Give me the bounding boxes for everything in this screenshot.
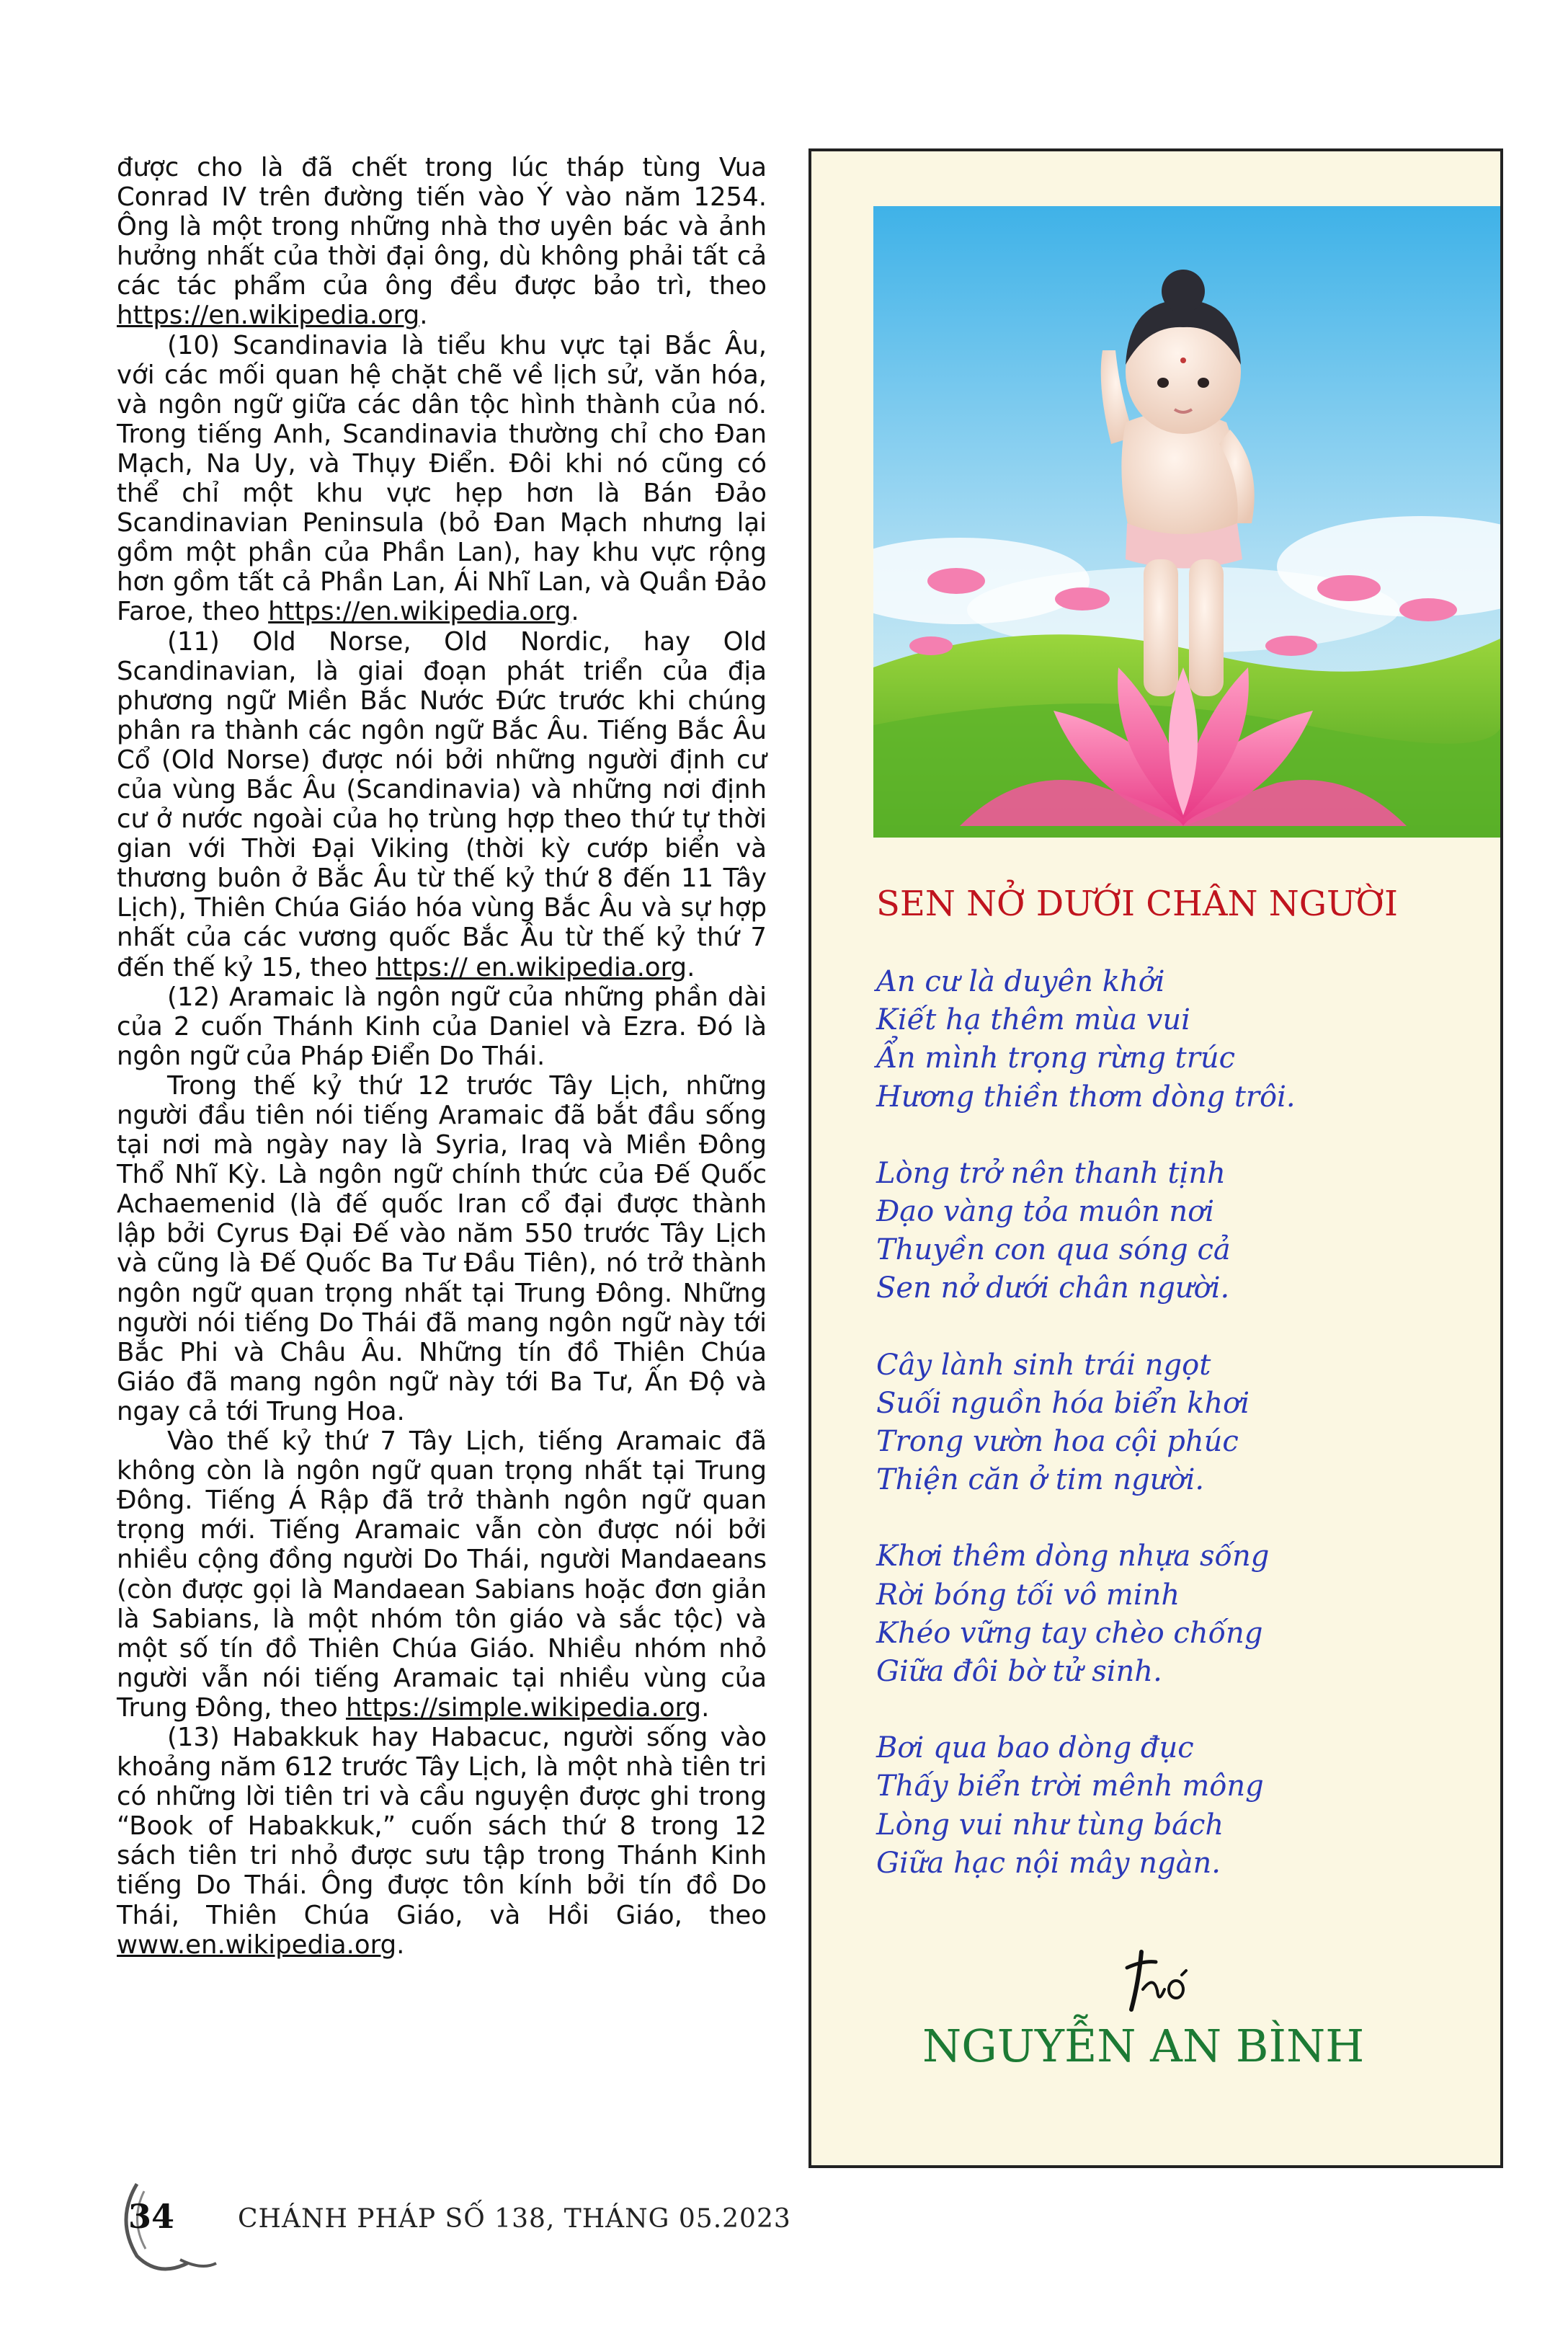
note-12: (12) Aramaic là ngôn ngữ của những phần dài của 2 cuốn Thánh Kinh của Daniel và Ezra. Đó là ngôn ngữ của Pháp Điển Do Thái. (117, 982, 767, 1071)
poem-line: Trong vườn hoa cội phúc (876, 1425, 1239, 1459)
baby-buddha-lotus-image (873, 206, 1500, 838)
poem-line: Đạo vàng tỏa muôn nơi (876, 1195, 1215, 1229)
note-13: (13) Habakkuk hay Habacuc, người sống vào khoảng năm 612 trước Tây Lịch, là một nhà tiên tri có những lời tiên tri và cầu nguyện được ghi trong “Book of Habakkuk,” cuốn sách thứ 8 trong 12 sách tiên tri nhỏ được sưu tập trong Thánh Kinh tiếng Do Thái. Ông được tôn kính bởi tín đồ Do Thái, Thiên Chúa Giáo, và Hồi Giáo, theo www.en.wikipedia.org. (117, 1722, 767, 1960)
wiki-link[interactable]: https://simple.wikipedia.org (345, 1692, 702, 1723)
note-12-continued: Trong thế kỷ thứ 12 trước Tây Lịch, những người đầu tiên nói tiếng Aramaic đã bắt đầu sống tại nơi mà ngày nay là Syria, Iraq và Miền Đông Thổ Nhĩ Kỳ. Là ngôn ngữ chính thức của Đế Quốc Achaemenid (là đế quốc Iran cổ đại được thành lập bởi Cyrus Đại Đế vào năm 550 trước Tây Lịch và cũng là Đế Quốc Ba Tư Đầu Tiên), nó trở thành ngôn ngữ quan trọng nhất tại Trung Đông. Những người nói tiếng Do Thái đã mang ngôn ngữ này tới Bắc Phi và Châu Âu. Những tín đồ Thiên Chúa Giáo đã mang ngôn ngữ này tới Ba Tư, Ấn Độ và ngay cả tới Trung Hoa. (117, 1070, 767, 1426)
poem-line: Thuyền con qua sóng cả (876, 1233, 1231, 1267)
tho-signature-mark (1114, 1946, 1193, 2018)
poem-stanza (876, 1729, 1489, 1883)
poem-line: Thấy biển trời mênh mông (876, 1770, 1264, 1803)
poem-line: An cư là duyên khởi (876, 965, 1165, 998)
poem-line: Hương thiền thơm dòng trôi. (876, 1080, 1296, 1114)
wiki-link[interactable]: https://en.wikipedia.org (268, 597, 571, 627)
page-number: 34 (128, 2197, 175, 2236)
note-11: (11) Old Norse, Old Nordic, hay Old Scandinavian, là giai đoạn phát triển của địa phương ngữ Miền Bắc Nước Đức trước khi chúng phân ra thành các ngôn ngữ Bắc Âu. Tiếng Bắc Âu Cổ (Old Norse) được nói bởi những người định cư của vùng Bắc Âu (Scandinavia) và những nơi định cư ở nước ngoài của họ trùng hợp theo thứ tự thời gian với Thời Đại Viking (thời kỳ cướp biển và thương buôn ở Bắc Âu từ thế kỷ thứ 8 đến 11 Tây Lịch), Thiên Chúa Giáo hóa vùng Bắc Âu và sự hợp nhất của các vương quốc Bắc Âu từ thế kỷ thứ 7 đến thế kỷ 15, theo https:// en.wikipedia.org. (117, 626, 767, 982)
wiki-link[interactable]: https://en.wikipedia.org (117, 301, 420, 331)
poem-line: Rời bóng tối vô minh (876, 1578, 1180, 1612)
poem-line: Bơi qua bao dòng đục (876, 1731, 1194, 1765)
note-paragraph: được cho là đã chết trong lúc tháp tùng Vua Conrad IV trên đường tiến vào Ý vào năm 1254. Ông là một trong những nhà thơ uyên bác và ảnh hưởng nhất của thời đại ông, dù không phải tất cả các tác phẩm của ông đều được bảo trì, theo https://en.wikipedia.org. (117, 153, 767, 331)
poem-box (808, 148, 1503, 2168)
wiki-link[interactable]: https:// en.wikipedia.org (375, 952, 687, 982)
poem-stanza (876, 1346, 1489, 1500)
poem-stanza (876, 963, 1489, 1116)
poem-line: Cây lành sinh trái ngọt (876, 1348, 1211, 1382)
poem-author: NGUYỄN AN BÌNH (922, 2020, 1365, 2072)
poem-stanza (876, 1537, 1489, 1691)
notes-column (117, 153, 767, 1960)
poem-line: Khơi thêm dòng nhựa sống (876, 1540, 1270, 1573)
poem-line: Kiết hạ thêm mùa vui (876, 1003, 1190, 1037)
poem-title: SEN NỞ DƯỚI CHÂN NGƯỜI (876, 884, 1398, 924)
poem-line: Lòng trở nên thanh tịnh (876, 1156, 1226, 1190)
poem-line: Khéo vững tay chèo chống (876, 1616, 1263, 1650)
poem-line: Thiện căn ở tim người. (876, 1463, 1205, 1497)
poem-line: Sen nở dưới chân người. (876, 1271, 1230, 1305)
note-12-continued-2: Vào thế kỷ thứ 7 Tây Lịch, tiếng Aramaic đã không còn là ngôn ngữ quan trọng nhất tại Trung Đông. Tiếng Á Rập đã trở thành ngôn ngữ quan trọng mới. Tiếng Aramaic vẫn còn được nói bởi nhiều cộng đồng người Do Thái, người Mandaeans (còn được gọi là Mandaean Sabians hoặc đơn giản là Sabians, là một nhóm tôn giáo và sắc tộc) và một số tín đồ Thiên Chúa Giáo. Nhiều nhóm nhỏ người vẫn nói tiếng Aramaic tại nhiều vùng của Trung Đông, theo https://simple.wikipedia.org. (117, 1426, 767, 1723)
poem-stanza (876, 1155, 1489, 1308)
wiki-link[interactable]: www.en.wikipedia.org (117, 1930, 397, 1960)
poem-body (876, 963, 1489, 1921)
poem-line: Giữa hạc nội mây ngàn. (876, 1846, 1221, 1880)
poem-line: Ẩn mình trọng rừng trúc (876, 1042, 1236, 1075)
poem-line: Giữa đôi bờ tử sinh. (876, 1655, 1162, 1689)
note-10: (10) Scandinavia là tiểu khu vực tại Bắc Âu, với các mối quan hệ chặt chẽ về lịch sử, văn hóa, và ngôn ngữ giữa các dân tộc hình thành của nó. Trong tiếng Anh, Scandinavia thường chỉ cho Đan Mạch, Na Uy, và Thụy Điển. Đôi khi nó cũng có thể chỉ một khu vực hẹp hơn là Bán Đảo Scandinavian Peninsula (bỏ Đan Mạch nhưng lại gồm một phần của Phần Lan), hay khu vực rộng hơn gồm tất cả Phần Lan, Ái Nhĩ Lan, và Quần Đảo Faroe, theo https://en.wikipedia.org. (117, 330, 767, 627)
poem-line: Suối nguồn hóa biển khơi (876, 1386, 1250, 1420)
poem-line: Lòng vui như tùng bách (876, 1808, 1224, 1842)
publication-footer: CHÁNH PHÁP SỐ 138, THÁNG 05.2023 (238, 2204, 791, 2234)
